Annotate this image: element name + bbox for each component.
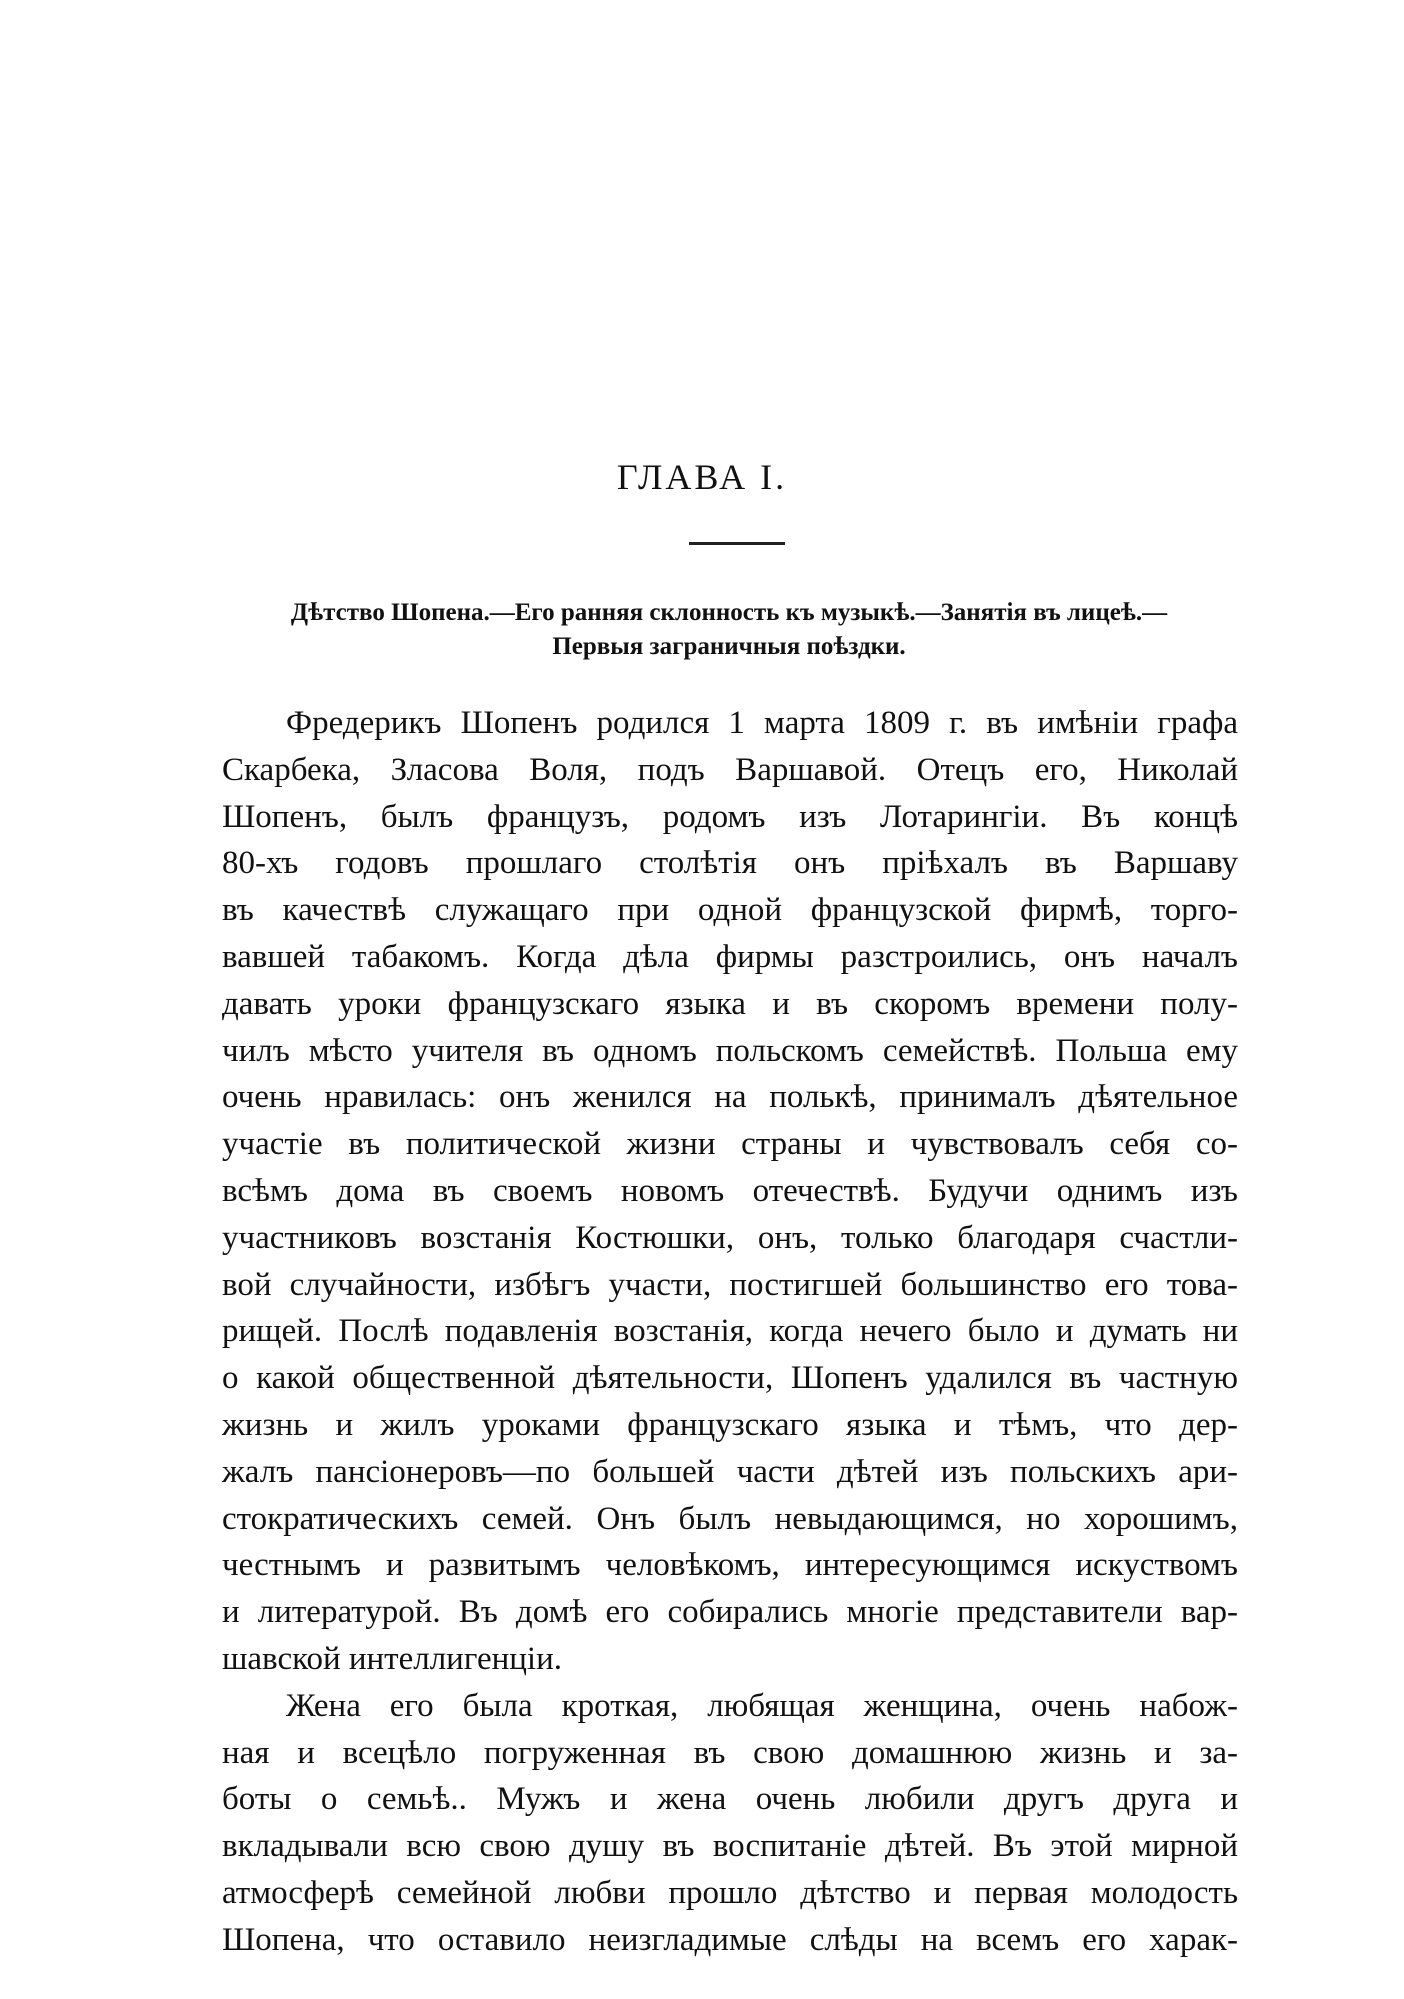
chapter-title: ГЛАВА I. — [616, 457, 788, 497]
summary-line: Первыя заграничныя поѣздки. — [552, 633, 906, 660]
text-line: Шопена, что оставило неизгладимые слѣды на всемъ его харак- — [222, 1921, 1238, 1958]
text-line: очень нравилась: онъ женился на полькѣ, принималъ дѣятельное — [222, 1079, 1238, 1116]
text-line: чилъ мѣсто учителя въ одномъ польскомъ семействѣ. Польша ему — [222, 1032, 1238, 1069]
text-line: участіе въ политической жизни страны и чувствовалъ себя со- — [222, 1126, 1238, 1163]
text-line: Скарбека, Зласова Воля, подъ Варшавой. Отецъ его, Николай — [222, 751, 1238, 788]
text-line: атмосферѣ семейной любви прошло дѣтство и первая молодость — [222, 1874, 1238, 1911]
text-line: Жена его была кроткая, любящая женщина, очень набож- — [286, 1687, 1238, 1724]
chapter-summary — [220, 596, 1238, 664]
text-line: рищей. Послѣ подавленія возстанія, когда нечего было и думать ни — [222, 1313, 1238, 1350]
text-line: стократическихъ семей. Онъ былъ невыдающимся, но хорошимъ, — [222, 1500, 1238, 1537]
text-line: давать уроки французскаго языка и въ скоромъ времени полу- — [222, 985, 1238, 1022]
text-line: ная и всецѣло погруженная въ свою домашнюю жизнь и за- — [222, 1734, 1238, 1771]
text-line: всѣмъ дома въ своемъ новомъ отечествѣ. Будучи однимъ изъ — [222, 1172, 1238, 1209]
text-line: о какой общественной дѣятельности, Шопенъ удалился въ частную — [222, 1360, 1238, 1397]
text-line: жалъ пансіонеровъ—по большей части дѣтей изъ польскихъ ари- — [222, 1453, 1238, 1490]
body-text — [222, 700, 1238, 1964]
text-line: честнымъ и развитымъ человѣкомъ, интересующимся искуствомъ — [222, 1547, 1238, 1584]
text-line: шавской интеллигенціи. — [222, 1640, 562, 1677]
text-line: вавшей табакомъ. Когда дѣла фирмы разстроились, онъ началъ — [222, 938, 1238, 975]
text-line: участниковъ возстанія Костюшки, онъ, только благодаря счастли- — [222, 1219, 1238, 1256]
text-line: въ качествѣ служащаго при одной французской фирмѣ, торго- — [222, 892, 1238, 929]
title-divider — [689, 542, 785, 545]
text-line: Шопенъ, былъ французъ, родомъ изъ Лотарингіи. Въ концѣ — [222, 798, 1238, 835]
summary-line: Дѣтство Шопена.—Его ранняя склонность къ музыкѣ.—Занятія въ лицеѣ.— — [290, 599, 1168, 626]
text-line: Фредерикъ Шопенъ родился 1 марта 1809 г. въ имѣніи графа — [286, 705, 1238, 741]
text-line: 80-хъ годовъ прошлаго столѣтія онъ пріѣхалъ въ Варшаву — [222, 845, 1238, 882]
text-line: боты о семьѣ.. Мужъ и жена очень любили другъ друга и — [222, 1781, 1238, 1818]
text-line: жизнь и жилъ уроками французскаго языка и тѣмъ, что дер- — [222, 1406, 1238, 1443]
text-line: вой случайности, избѣгъ участи, постигшей большинство его това- — [222, 1266, 1238, 1303]
text-line: вкладывали всю свою душу въ воспитаніе дѣтей. Въ этой мирной — [222, 1828, 1238, 1865]
text-line: и литературой. Въ домѣ его собирались многіе представители вар- — [222, 1594, 1238, 1631]
